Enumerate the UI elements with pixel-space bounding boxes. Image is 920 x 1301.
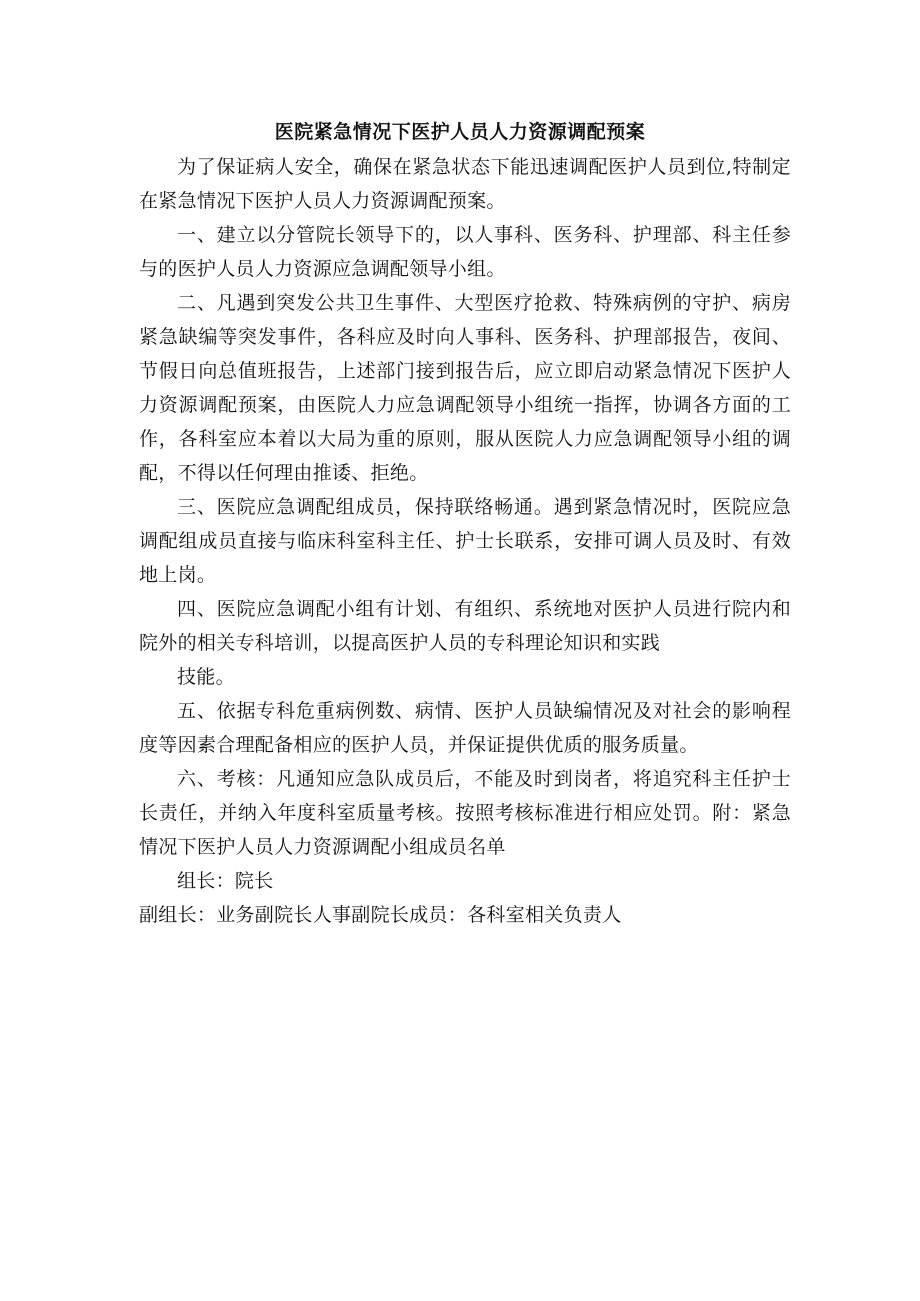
paragraph-team-leader: 组长：院长 [177,870,274,892]
paragraph-section-5: 五、依据专科危重病例数、病情、医护人员缺编情况及对社会的影响程度等因素合理配备相应的医护人员，并保证提供优质的服务质量。 [139,700,791,756]
document-title: 医院紧急情况下医护人员人力资源调配预案 [274,121,646,143]
paragraph-section-1: 一、建立以分管院长领导下的，以人事科、医务科、护理部、科主任参与的医护人员人力资源应急调配领导小组。 [139,224,791,280]
paragraph-section-4: 四、医院应急调配小组有计划、有组织、系统地对医护人员进行院内和院外的相关专科培训，以提高医护人员的专科理论知识和实践 [139,598,791,654]
document-body [139,150,791,932]
paragraph-section-4-continued: 技能。 [177,666,235,688]
paragraph-deputy-leaders: 副组长：业务副院长人事副院长成员：各科室相关负责人 [139,904,622,926]
paragraph-intro: 为了保证病人安全，确保在紧急状态下能迅速调配医护人员到位,特制定在紧急情况下医护人员人力资源调配预案。 [139,156,791,212]
paragraph-section-2: 二、凡遇到突发公共卫生事件、大型医疗抢救、特殊病例的守护、病房紧急缺编等突发事件，各科应及时向人事科、医务科、护理部报告，夜间、节假日向总值班报告，上述部门接到报告后，应立即启动紧急情况下医护人力资源调配预案，由医院人力应急调配领导小组统一指挥，协调各方面的工作，各科室应本着以大局为重的原则，服从医院人力应急调配领导小组的调配，不得以任何理由推诿、拒绝。 [139,292,791,484]
paragraph-section-3: 三、医院应急调配组成员，保持联络畅通。遇到紧急情况时，医院应急调配组成员直接与临床科室科主任、护士长联系，安排可调人员及时、有效地上岗。 [139,496,791,586]
paragraph-section-6: 六、考核：凡通知应急队成员后，不能及时到岗者，将追究科主任护士长责任，并纳入年度科室质量考核。按照考核标准进行相应处罚。附：紧急情况下医护人员人力资源调配小组成员名单 [139,768,791,858]
